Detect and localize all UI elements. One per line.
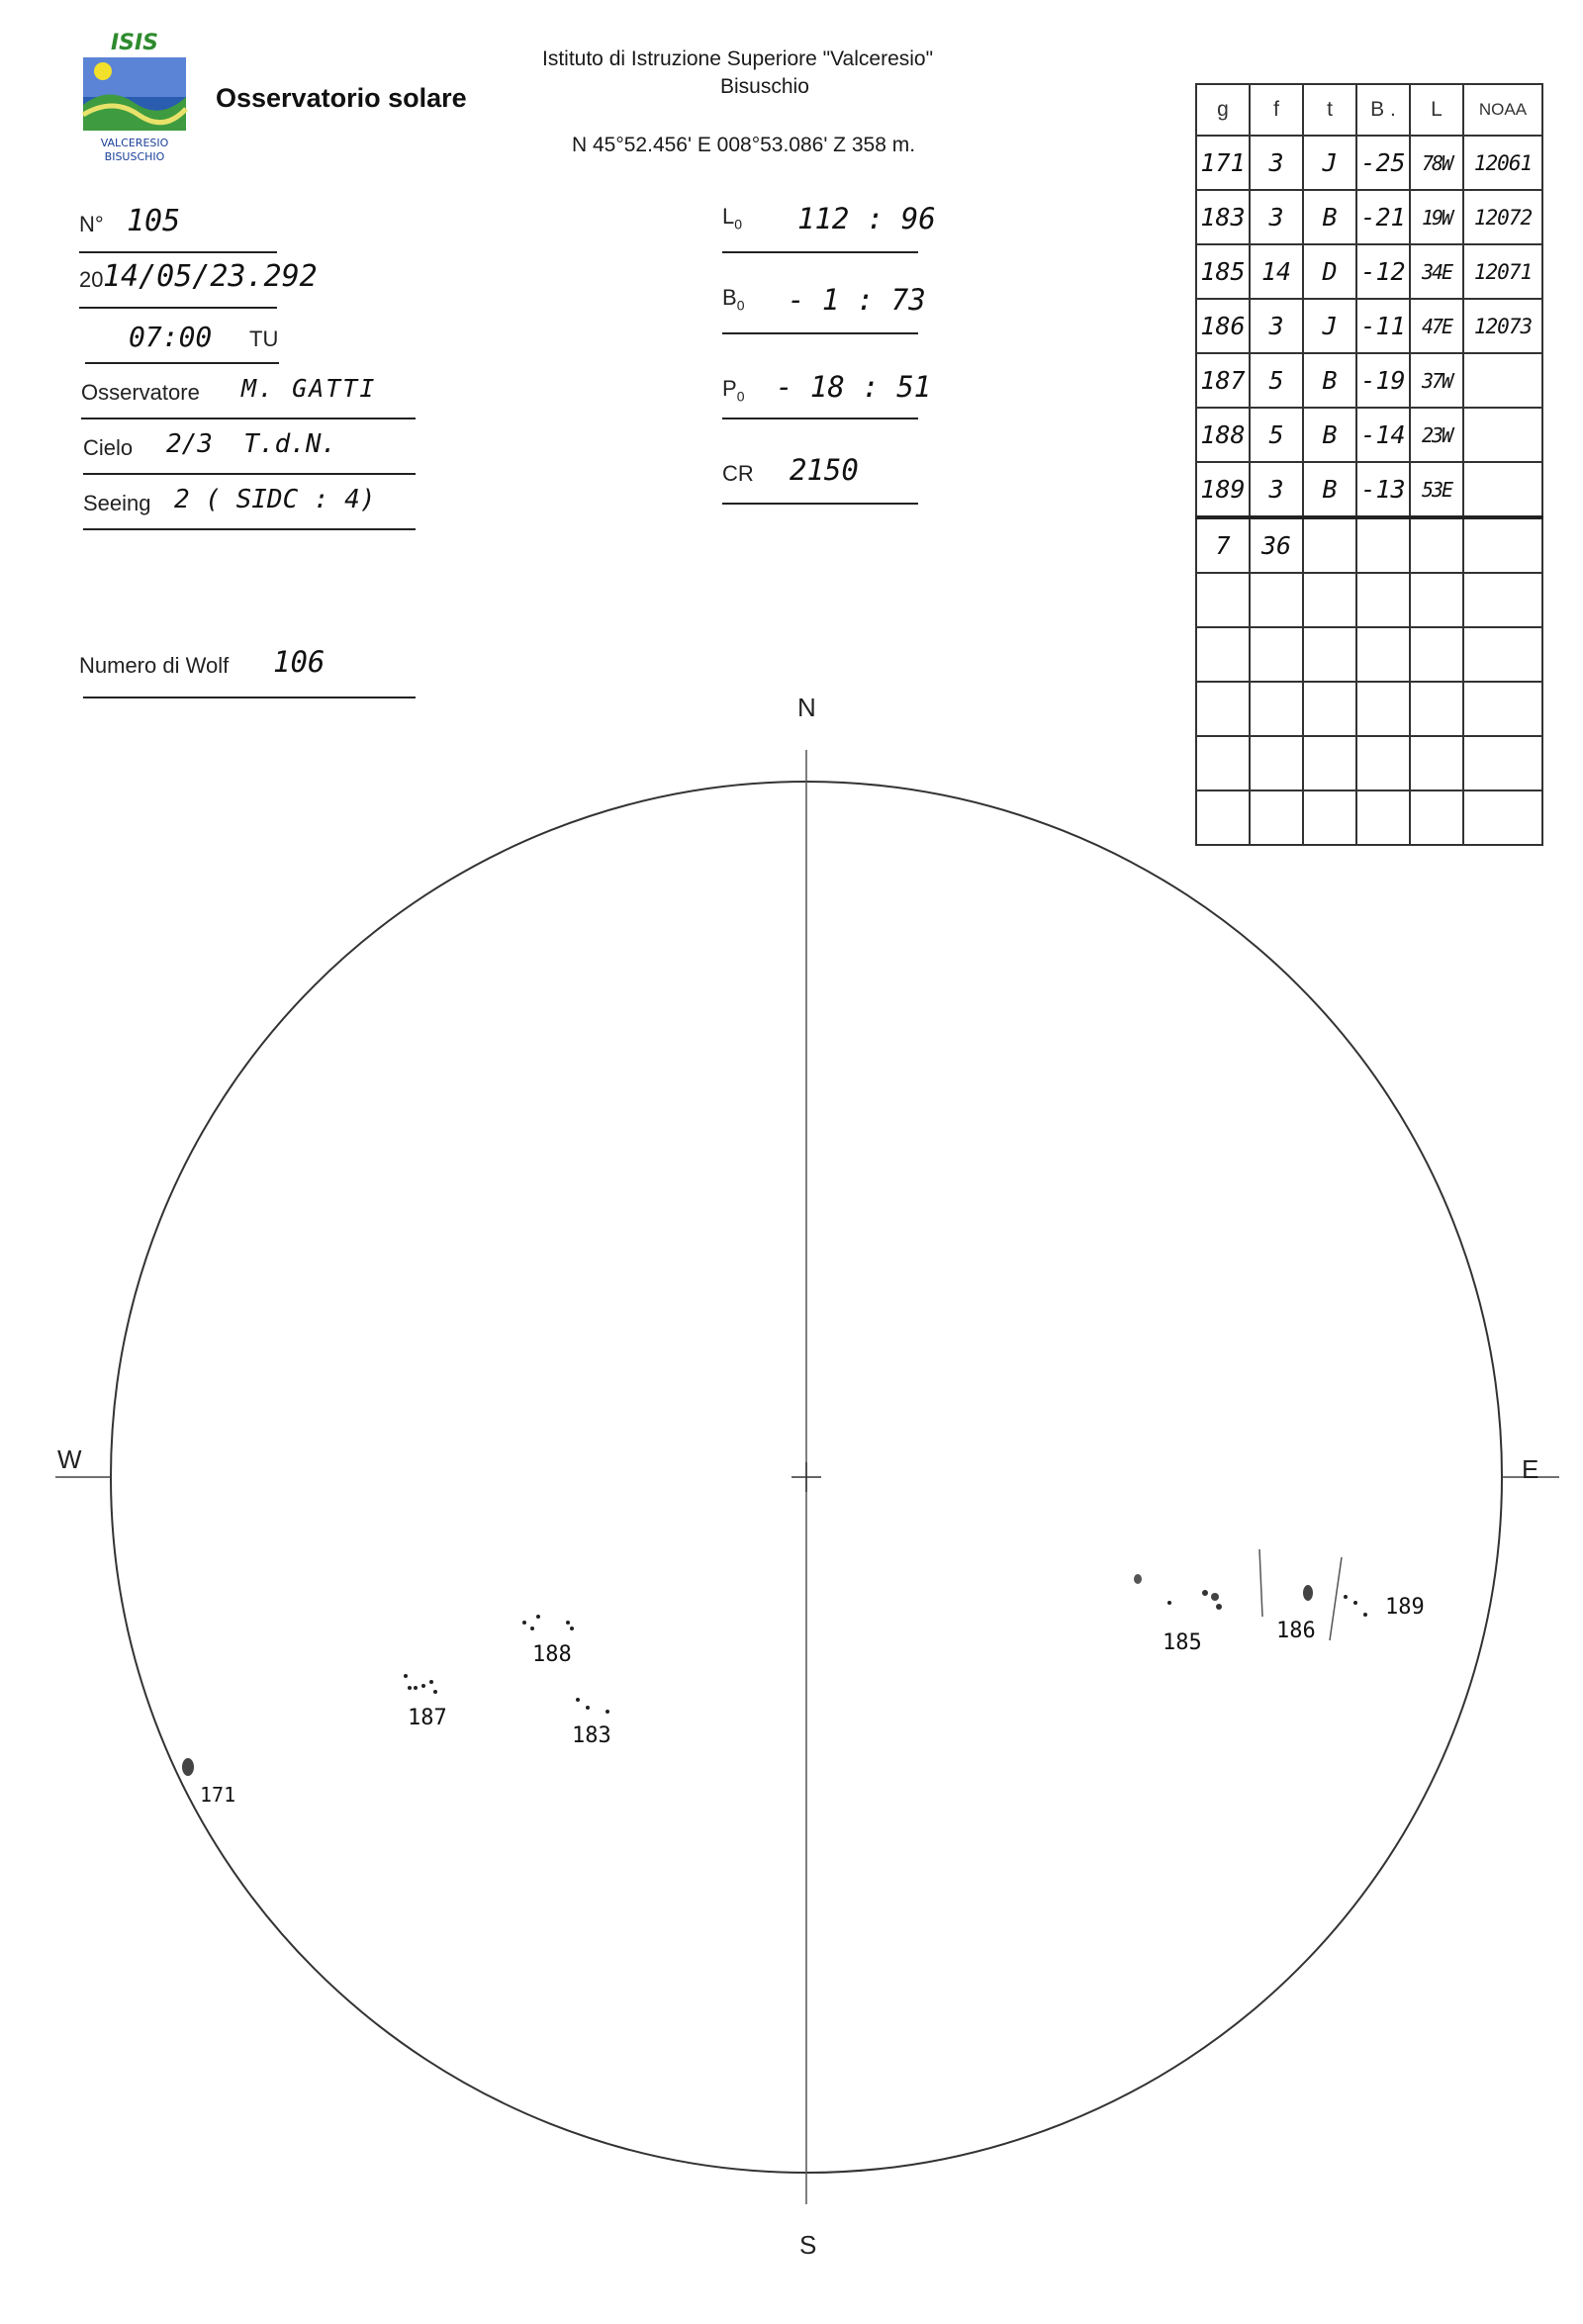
south-marker: S bbox=[799, 2230, 817, 2260]
sunspots bbox=[182, 1574, 1367, 1776]
b0-label: $B_0$ bbox=[722, 285, 745, 314]
sunspot-mark bbox=[1202, 1590, 1208, 1596]
cell-l: 34E bbox=[1410, 244, 1463, 299]
cell-b: -11 bbox=[1356, 299, 1410, 353]
observer-label: Osservatore bbox=[81, 380, 200, 405]
wolf-value: 106 bbox=[273, 645, 326, 679]
sunspot-mark bbox=[1167, 1601, 1171, 1605]
cell-l: 53E bbox=[1410, 462, 1463, 517]
cell-f: 36 bbox=[1250, 517, 1303, 573]
group-label-189: 189 bbox=[1385, 1595, 1425, 1620]
cell-t: B bbox=[1303, 190, 1356, 244]
sunspot-mark bbox=[1303, 1585, 1313, 1601]
sunspot-mark bbox=[536, 1615, 540, 1619]
cell-g: 7 bbox=[1196, 517, 1250, 573]
sunspot-mark bbox=[576, 1698, 580, 1702]
west-marker: W bbox=[57, 1444, 82, 1474]
cell-b: -14 bbox=[1356, 408, 1410, 462]
institute-town: Bisuschio bbox=[720, 75, 809, 98]
logo-sub2: BISUSCHIO bbox=[104, 150, 165, 163]
cell-b: -13 bbox=[1356, 462, 1410, 517]
header-b: B . bbox=[1356, 84, 1410, 136]
cell-noaa: 12071 bbox=[1463, 244, 1542, 299]
cell-l: 19W bbox=[1410, 190, 1463, 244]
logo-text: ISIS bbox=[110, 31, 159, 55]
cr-label: CR bbox=[722, 461, 754, 486]
header-l: L bbox=[1410, 84, 1463, 136]
header-noaa: NOAA bbox=[1463, 84, 1542, 136]
observer-value: M. GATTI bbox=[241, 374, 377, 403]
cell-f: 3 bbox=[1250, 136, 1303, 190]
cell-t: J bbox=[1303, 136, 1356, 190]
cell-g: 189 bbox=[1196, 462, 1250, 517]
cell-t: B bbox=[1303, 408, 1356, 462]
sunspot-mark bbox=[586, 1706, 590, 1710]
cell-l: 47E bbox=[1410, 299, 1463, 353]
north-marker: N bbox=[797, 693, 816, 722]
group-label-186: 186 bbox=[1276, 1619, 1316, 1643]
sky-value: 2/3 T.d.N. bbox=[166, 429, 337, 459]
group-label-171: 171 bbox=[200, 1783, 236, 1807]
sunspot-mark bbox=[1344, 1595, 1348, 1599]
cell-t: D bbox=[1303, 244, 1356, 299]
sunspot-mark bbox=[566, 1621, 570, 1625]
observatory-coordinates: N 45°52.456' E 008°53.086' Z 358 m. bbox=[572, 134, 916, 156]
cell-b: -19 bbox=[1356, 353, 1410, 408]
time-value: 07:00 bbox=[129, 321, 213, 353]
header-f: f bbox=[1250, 84, 1303, 136]
sunspot-mark bbox=[1363, 1613, 1367, 1617]
cell-t: B bbox=[1303, 462, 1356, 517]
header-g: g bbox=[1196, 84, 1250, 136]
cell-g: 171 bbox=[1196, 136, 1250, 190]
sunspot-mark bbox=[1134, 1574, 1142, 1584]
sunspot-mark bbox=[182, 1758, 194, 1776]
cell-f: 5 bbox=[1250, 353, 1303, 408]
wolf-label: Numero di Wolf bbox=[79, 653, 230, 678]
l0-value: 112 : 96 bbox=[797, 202, 936, 235]
sunspot-mark bbox=[570, 1627, 574, 1630]
cell-l: 37W bbox=[1410, 353, 1463, 408]
group-label-187: 187 bbox=[408, 1706, 447, 1730]
cell-b: -21 bbox=[1356, 190, 1410, 244]
observatory-title: Osservatorio solare bbox=[216, 83, 467, 113]
cell-g: 185 bbox=[1196, 244, 1250, 299]
p0-label: $P_0$ bbox=[722, 376, 745, 405]
sunspot-mark bbox=[433, 1690, 437, 1694]
cell-f: 3 bbox=[1250, 190, 1303, 244]
cell-g: 187 bbox=[1196, 353, 1250, 408]
sky-label: Cielo bbox=[83, 435, 134, 460]
cell-l: 23W bbox=[1410, 408, 1463, 462]
sunspot-mark bbox=[408, 1686, 412, 1690]
sunspot-mark bbox=[421, 1684, 425, 1688]
cell-t: B bbox=[1303, 353, 1356, 408]
cell-g: 183 bbox=[1196, 190, 1250, 244]
number-value: 105 bbox=[127, 204, 181, 238]
time-unit: TU bbox=[249, 326, 279, 351]
group-label-185: 185 bbox=[1163, 1630, 1202, 1655]
sunspot-mark bbox=[429, 1680, 433, 1684]
sunspot-mark bbox=[414, 1686, 418, 1690]
sunspot-mark bbox=[530, 1627, 534, 1630]
cr-value: 2150 bbox=[790, 453, 859, 487]
seeing-value: 2 ( SIDC : 4) bbox=[174, 485, 376, 514]
cell-t: J bbox=[1303, 299, 1356, 353]
cell-b: -25 bbox=[1356, 136, 1410, 190]
cell-f: 5 bbox=[1250, 408, 1303, 462]
cell-f: 14 bbox=[1250, 244, 1303, 299]
l0-label: $L_0$ bbox=[722, 204, 743, 232]
group-label-183: 183 bbox=[572, 1723, 611, 1748]
cell-noaa: 12072 bbox=[1463, 190, 1542, 244]
institute-name: Istituto di Istruzione Superiore "Valceresio" bbox=[542, 47, 934, 70]
cell-g: 188 bbox=[1196, 408, 1250, 462]
date-prefix: 20 bbox=[79, 267, 104, 292]
cell-f: 3 bbox=[1250, 299, 1303, 353]
sunspot-mark bbox=[1211, 1593, 1219, 1601]
cell-l: 78W bbox=[1410, 136, 1463, 190]
logo-sub1: VALCERESIO bbox=[100, 137, 169, 149]
seeing-label: Seeing bbox=[83, 491, 151, 515]
cell-noaa: 12073 bbox=[1463, 299, 1542, 353]
number-label: N° bbox=[79, 212, 104, 236]
cell-b: -12 bbox=[1356, 244, 1410, 299]
east-marker: E bbox=[1522, 1454, 1539, 1484]
b0-value: - 1 : 73 bbox=[788, 283, 926, 317]
sunspot-mark bbox=[605, 1710, 609, 1714]
sunspot-mark bbox=[404, 1674, 408, 1678]
cell-g: 186 bbox=[1196, 299, 1250, 353]
header-t: t bbox=[1303, 84, 1356, 136]
p0-value: - 18 : 51 bbox=[776, 370, 932, 404]
cell-noaa: 12061 bbox=[1463, 136, 1542, 190]
group-label-188: 188 bbox=[532, 1642, 572, 1667]
cell-f: 3 bbox=[1250, 462, 1303, 517]
date-value: 14/05/23.292 bbox=[103, 259, 318, 294]
sunspot-mark bbox=[522, 1621, 526, 1625]
sunspot-mark bbox=[1216, 1604, 1222, 1610]
sunspot-mark bbox=[1353, 1601, 1357, 1605]
